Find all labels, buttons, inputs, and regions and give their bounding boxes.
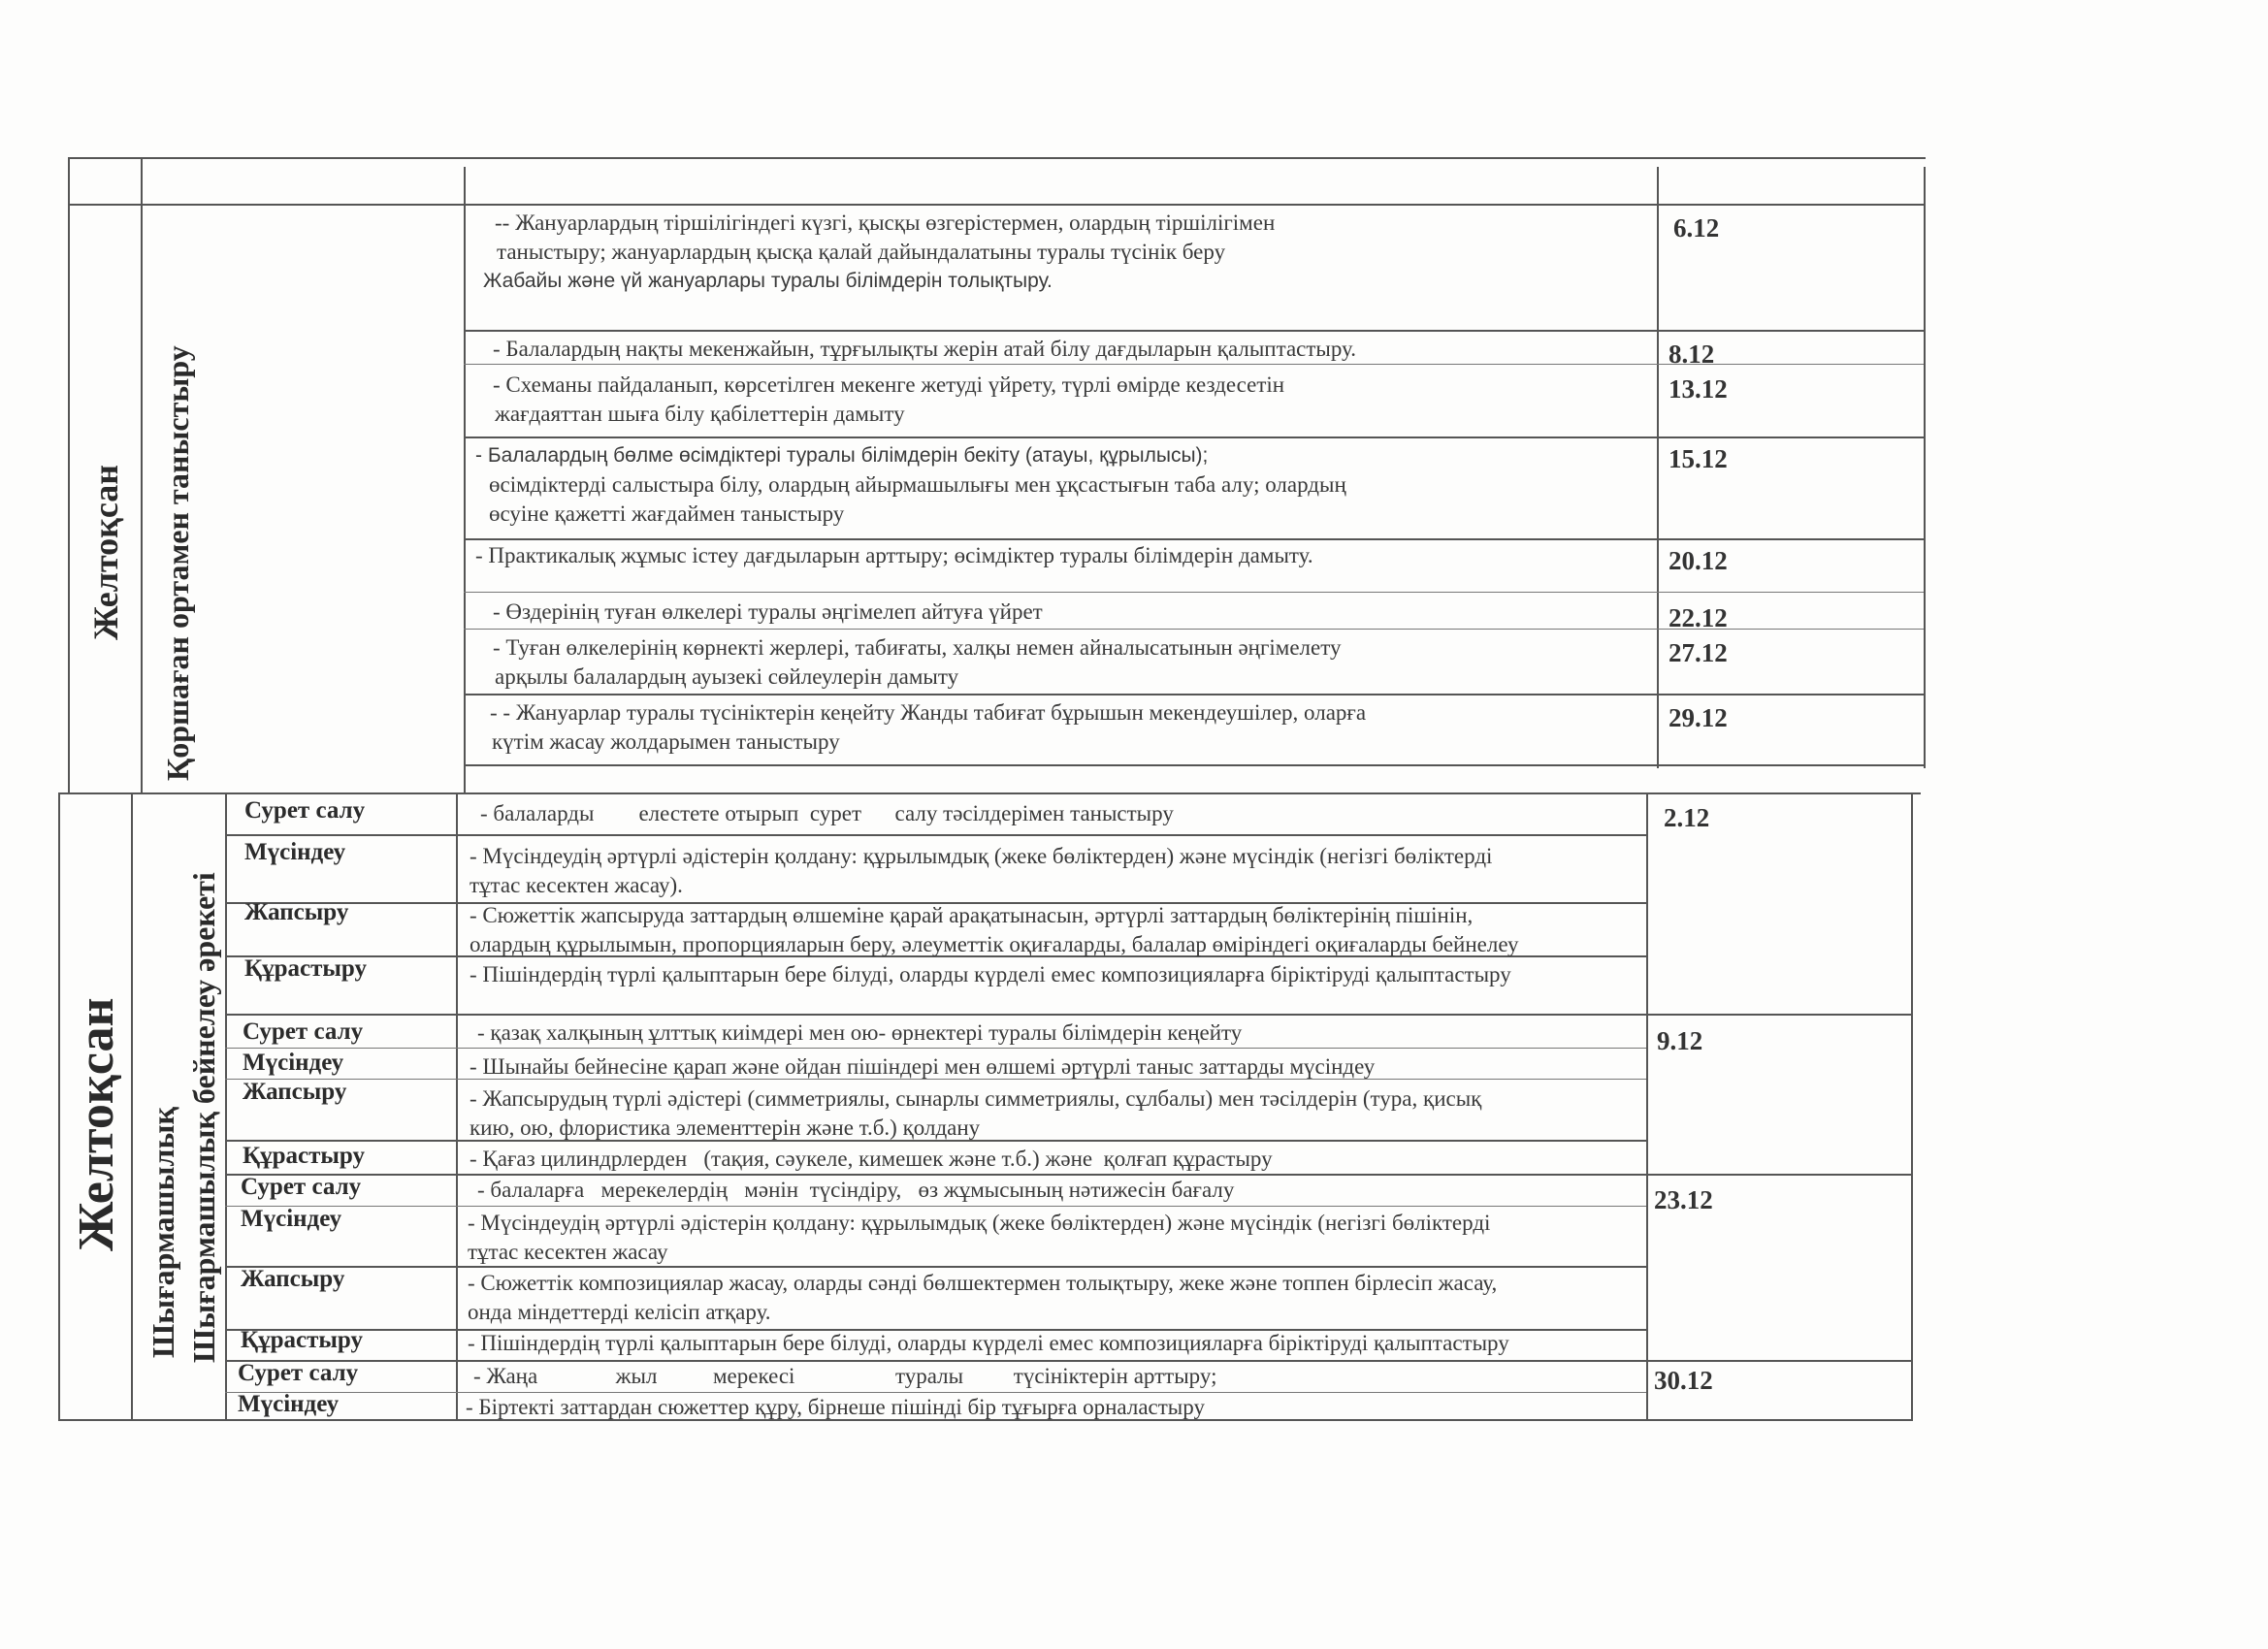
g2-subject-3: Жапсыру (243, 1079, 347, 1105)
g3-subject-1: Сурет салу (241, 1174, 362, 1200)
section2-topic-line1: Шығармашылық (146, 1107, 180, 1358)
s1-row-8-text: - - Жануарлар туралы түсініктерін кеңейту Жанды табиғат бұрышын мекендеушілер, оларға күтім жасау жолдарымен таныстыру (490, 700, 1367, 754)
g2-text-1: - қазақ халқының ұлттық киімдері мен ою- өрнектері туралы білімдерін кеңейту (477, 1020, 1243, 1045)
section2-topic-line2: Шығармашылық бейнелеу әрекеті (186, 872, 221, 1363)
g2-date: 9.12 (1657, 1026, 1703, 1055)
g4-subject-1: Сурет салу (238, 1360, 359, 1386)
section1-month: Желтоқсан (86, 464, 125, 640)
g1-text-3: - Сюжеттік жапсыруда заттардың өлшеміне қарай арақатынасын, әртүрлі заттардың бөліктерінің пішінін, олардың құрылымын, пропорцияларын беру, әлеуметтік оқиғаларды, балалар өміріндегі оқиғаларды бейнелеу (470, 903, 1519, 956)
g3-date: 23.12 (1654, 1185, 1713, 1214)
g1-text-2: - Мүсіндеудің әртүрлі әдістерін қолдану: құрылымдық (жеке бөліктерден) және мүсіндік (негізгі бөліктерді тұтас кесектен жасау). (470, 844, 1493, 897)
s1-row-1-date: 6.12 (1673, 213, 1720, 242)
s1-row-1-text: -- Жануарлардың тіршілігіндегі күзгі, қысқы өзгерістермен, олардың тіршілігімен таныстыру; жануарлардың қысқа қалай дайындалатыны туралы түсінік беру Жабайы және үй жануарлары туралы білімдерін толықтыру. (483, 210, 1276, 292)
g4-text-1: - Жаңа жыл мерекесі туралы түсініктерін арттыру; (473, 1364, 1217, 1388)
s1-row-4-text: - Балалардың бөлме өсімдіктері туралы білімдерін бекіту (атауы, құрылысы); өсімдіктерді салыстыра білу, олардың айырмашылығы мен ұқсастығын таба алу; олардың өсуіне қажетті жағдаймен таныстыру (475, 444, 1346, 526)
s1-row-5-text: - Практикалық жұмыс істеу дағдыларын арттыру; өсімдіктер туралы білімдерін дамыту. (475, 543, 1313, 567)
g3-text-2: - Мүсіндеудің әртүрлі әдістерін қолдану: құрылымдық (жеке бөліктерден) және мүсіндік (негізгі бөліктерді тұтас кесектен жасау (468, 1211, 1491, 1264)
g1-subject-2: Мүсіндеу (244, 839, 346, 865)
g1-subject-1: Сурет салу (244, 797, 366, 824)
g1-subject-4: Құрастыру (244, 955, 368, 982)
g2-text-3: - Жапсырудың түрлі әдістері (симметриялы, сынарлы симметриялы, сұлбалы) мен тәсілдерін (тура, қисық кию, ою, флористика элементтерін және т.б.) қолдану (470, 1086, 1482, 1140)
s1-row-2-text: - Балалардың нақты мекенжайын, тұрғылықты жерін атай білу дағдыларын қалыптастыру. (493, 337, 1357, 361)
g3-text-4: - Пішіндердің түрлі қалыптарын бере білуді, оларды күрделі емес композицияларға біріктіруді қалыптастыру (468, 1331, 1509, 1355)
s1-row-6-date: 22.12 (1669, 603, 1728, 632)
section1-topic: Қоршаған ортамен таныстыру (160, 345, 195, 781)
s1-row-7-date: 27.12 (1669, 638, 1728, 667)
g3-subject-4: Құрастыру (241, 1327, 364, 1353)
g2-text-2: - Шынайы бейнесіне қарап және ойдан пішіндері мен өлшемі әртүрлі таныс заттарды мүсіндеу (470, 1054, 1376, 1079)
section2-month: Желтоқсан (69, 997, 124, 1251)
g4-text-2: - Біртекті заттардан сюжеттер құру, бірнеше пішінді бір тұғырға орналастыру (466, 1395, 1205, 1419)
s1-row-2-date: 8.12 (1669, 340, 1715, 369)
g4-subject-2: Мүсіндеу (238, 1391, 340, 1417)
s1-row-6-text: - Өздерінің туған өлкелері туралы әңгімелеп айтуға үйрет (493, 599, 1043, 624)
g2-subject-4: Құрастыру (243, 1143, 366, 1169)
g2-text-4: - Қағаз цилиндрлерден (тақия, сәукеле, кимешек және т.б.) және қолғап құрастыру (470, 1147, 1273, 1171)
g3-text-1: - балаларға мерекелердің мәнін түсіндіру, өз жұмысының нәтижесін бағалу (477, 1178, 1235, 1202)
s1-row-8-date: 29.12 (1669, 703, 1728, 732)
g1-text-4: - Пішіндердің түрлі қалыптарын бере білуді, оларды күрделі емес композицияларға біріктіруді қалыптастыру (470, 962, 1511, 986)
g2-subject-1: Сурет салу (243, 1018, 364, 1045)
g1-text-1: - балаларды елестете отырып сурет салу тәсілдерімен таныстыру (480, 801, 1174, 825)
g4-date: 30.12 (1654, 1366, 1713, 1395)
s1-row-3-text: - Схеманы пайдаланып, көрсетілген мекенге жетуді үйрету, түрлі өмірде кездесетін жағдаяттан шыға білу қабілеттерін дамыту (493, 372, 1285, 426)
s1-row-5-date: 20.12 (1669, 546, 1728, 575)
s1-row-7-text: - Туған өлкелерінің көрнекті жерлері, табиғаты, халқы немен айналысатынын әңгімелету арқылы балалардың ауызекі сөйлеулерін дамыту (493, 635, 1342, 689)
g2-subject-2: Мүсіндеу (243, 1050, 344, 1076)
g1-date: 2.12 (1664, 803, 1710, 832)
g3-subject-3: Жапсыру (241, 1266, 345, 1292)
s1-row-3-date: 13.12 (1669, 374, 1728, 404)
g3-text-3: - Сюжеттік композициялар жасау, оларды сәнді бөлшектермен толықтыру, жеке және топпен бірлесіп жасау, онда міндеттерді келісіп атқару. (468, 1271, 1498, 1324)
g3-subject-2: Мүсіндеу (241, 1206, 342, 1232)
s1-row-4-date: 15.12 (1669, 444, 1728, 473)
g1-subject-3: Жапсыру (244, 899, 349, 925)
